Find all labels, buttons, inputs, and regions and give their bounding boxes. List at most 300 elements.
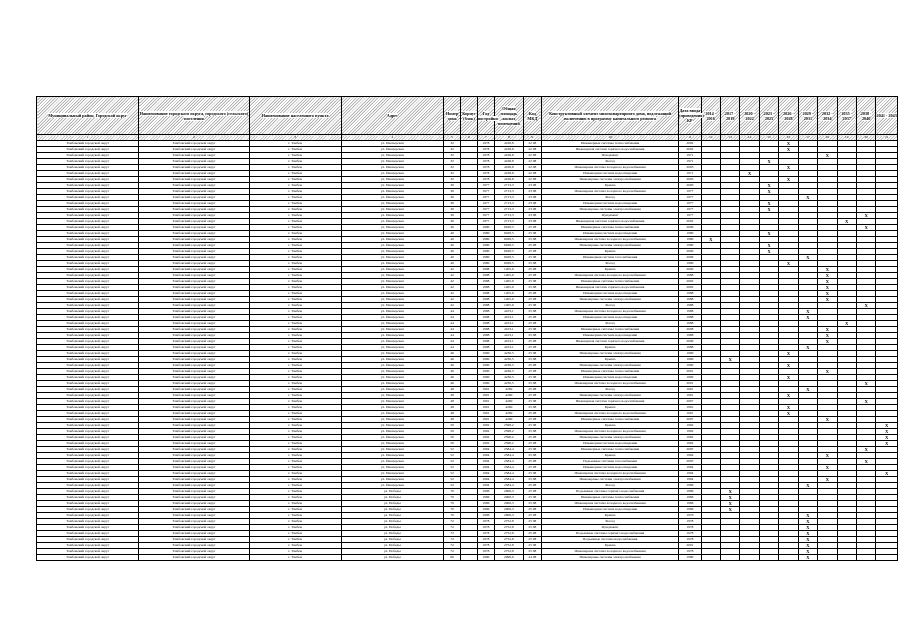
repair-date-cell: 1988 [679,345,701,351]
settlement-cell: Тамбовский городской округ [139,537,249,543]
element-cell: Инженерные системы электроснабжения [542,393,679,399]
repair-date-cell: 1976 [679,513,701,519]
district-cell: Тамбовский городской округ [37,231,139,237]
district-cell: Тамбовский городской округ [37,435,139,441]
settlement-cell: Тамбовский городской округ [139,159,249,165]
element-cell: Инженерная система холодного водоснабжения [542,429,679,435]
period-mark-cell: Х [759,231,778,237]
column-number: 8 [495,135,524,141]
district-cell: Тамбовский городской округ [37,483,139,489]
mkd-code-cell: 25 08 [523,447,541,453]
locality-cell: г. Тамбов [249,327,341,333]
district-cell: Тамбовский городской округ [37,333,139,339]
repair-date-cell: 1994 [679,465,701,471]
build-year-cell: 1994 [477,453,494,459]
column-header [740,97,759,135]
district-cell: Тамбовский городской округ [37,147,139,153]
element-cell: Инженерная система холодного водоснабжения [542,237,679,243]
district-cell: Тамбовский городской округ [37,339,139,345]
locality-cell: г. Тамбов [249,387,341,393]
locality-cell: г. Тамбов [249,381,341,387]
district-cell: Тамбовский городской округ [37,237,139,243]
column-header-label: 2023 - 2025 [763,110,775,121]
district-cell: Тамбовский городской округ [37,417,139,423]
address-cell: ул. Победы [341,531,443,537]
element-cell: Инженерные системы теплоснабжения [542,225,679,231]
build-year-cell: 1988 [477,315,494,321]
settlement-cell: Тамбовский городской округ [139,387,249,393]
area-cell: 2584,4 [495,459,524,465]
address-cell: ул. Победы [341,537,443,543]
locality-cell: г. Тамбов [249,543,341,549]
area-cell: 4168,8 [495,171,524,177]
repair-date-cell: 1978 [679,531,701,537]
settlement-cell: Тамбовский городской округ [139,555,249,561]
element-cell: Фундамент [542,213,679,219]
area-cell: 1405,9 [495,279,524,285]
address-cell: ул. Пионерская [341,171,443,177]
repair-date-cell: 1971 [679,171,701,177]
build-year-cell: 1980 [477,249,494,255]
house-number-cell: 80 [443,555,460,561]
column-header-label: Конструктивный элемент многоквартирного дома, подлежащий включению в программу капитального ремонта [549,110,672,121]
column-header-label: Наименование городского округа, городского (сельского) поселения [139,110,249,121]
house-number-cell: 32 [443,153,460,159]
address-cell: ул. Пионерская [341,159,443,165]
house-number-cell: 44 [443,309,460,315]
mkd-code-cell: 25 08 [523,285,541,291]
repair-date-cell: 1988 [679,321,701,327]
column-number: 19 [837,135,856,141]
address-cell: ул. Пионерская [341,387,443,393]
period-mark-cell: Х [759,189,778,195]
period-mark-cell: Х [798,549,817,555]
build-year-cell: 1988 [477,345,494,351]
house-number-cell: 42 [443,291,460,297]
repair-date-cell: 1978 [679,519,701,525]
house-number-cell: 32 [443,159,460,165]
settlement-cell: Тамбовский городской округ [139,171,249,177]
repair-date-cell: 2005 [679,447,701,453]
district-cell: Тамбовский городской округ [37,291,139,297]
period-mark-cell: Х [798,537,817,543]
build-year-cell: 1988 [477,273,494,279]
build-year-cell: 1978 [477,543,494,549]
build-year-cell: 1988 [477,279,494,285]
period-mark-cell: Х [818,153,837,159]
mkd-code-cell: 25 08 [523,507,541,513]
repair-date-cell: 1980 [679,261,701,267]
build-year-cell: 1992 [477,441,494,447]
locality-cell: г. Тамбов [249,267,341,273]
element-cell: Инженерные системы теплоснабжения [542,447,679,453]
build-year-cell: 1986 [477,513,494,519]
period-mark-cell: Х [818,285,837,291]
house-number-cell: 72 [443,537,460,543]
address-cell: ул. Пионерская [341,285,443,291]
element-cell: Инженерная система холодного водоснабжения [542,165,679,171]
element-cell: Фасад [542,195,679,201]
area-cell: 2906,3 [495,513,524,519]
mkd-code-cell: 25 08 [523,525,541,531]
period-mark-cell: Х [779,177,798,183]
repair-date-cell: 1980 [679,555,701,561]
build-year-cell: 1994 [477,477,494,483]
district-cell: Тамбовский городской округ [37,549,139,555]
mkd-code-cell: 22 08 [523,171,541,177]
house-number-cell: 72 [443,549,460,555]
period-mark-cell: Х [798,543,817,549]
settlement-cell: Тамбовский городской округ [139,411,249,417]
district-cell: Тамбовский городской округ [37,501,139,507]
repair-date-cell: 1977 [679,213,701,219]
address-cell: ул. Пионерская [341,267,443,273]
build-year-cell: 1988 [477,327,494,333]
area-cell: 2598,2 [495,441,524,447]
area-cell: 2752,8 [495,525,524,531]
column-header [37,97,139,135]
area-cell: 6028,5 [495,255,524,261]
build-year-cell: 1977 [477,201,494,207]
address-cell: ул. Пионерская [341,375,443,381]
district-cell: Тамбовский городской округ [37,447,139,453]
repair-date-cell: 1977 [679,207,701,213]
element-cell: Фасад [542,387,679,393]
address-cell: ул. Пионерская [341,339,443,345]
settlement-cell: Тамбовский городской округ [139,147,249,153]
area-cell: 2752,8 [495,549,524,555]
period-mark-cell: Х [818,339,837,345]
mkd-code-cell: 25 08 [523,315,541,321]
district-cell: Тамбовский городской округ [37,387,139,393]
repair-date-cell: 2003 [679,165,701,171]
address-cell: ул. Пионерская [341,357,443,363]
build-year-cell: 1978 [477,531,494,537]
column-number: 10 [542,135,679,141]
period-mark-cell: Х [779,165,798,171]
repair-date-cell: 1980 [679,237,701,243]
settlement-cell: Тамбовский городской округ [139,513,249,519]
address-cell: ул. Победы [341,519,443,525]
build-year-cell: 1978 [477,525,494,531]
build-year-cell: 1977 [477,189,494,195]
area-cell: 2584,4 [495,453,524,459]
locality-cell: г. Тамбов [249,447,341,453]
repair-date-cell: 2000 [679,249,701,255]
column-header-label: 2032 - 2034 [821,110,833,121]
settlement-cell: Тамбовский городской округ [139,195,249,201]
locality-cell: г. Тамбов [249,201,341,207]
period-mark-cell: Х [701,237,720,243]
address-cell: ул. Пионерская [341,237,443,243]
settlement-cell: Тамбовский городской округ [139,369,249,375]
build-year-cell: 1978 [477,171,494,177]
repair-date-cell: 2001 [679,381,701,387]
area-cell: 1405,9 [495,285,524,291]
column-header [720,97,739,135]
address-cell: ул. Пионерская [341,279,443,285]
column-header [495,97,524,135]
settlement-cell: Тамбовский городской округ [139,183,249,189]
element-cell: Фасад [542,483,679,489]
locality-cell: г. Тамбов [249,177,341,183]
element-cell: Инженерная система водоотведения [542,315,679,321]
mkd-code-cell: 25 08 [523,429,541,435]
settlement-cell: Тамбовский городской округ [139,249,249,255]
element-cell: Инженерная система холодного водоснабжения [542,501,679,507]
area-cell: 2598,2 [495,429,524,435]
repair-date-cell: 2006 [679,255,701,261]
locality-cell: г. Тамбов [249,231,341,237]
house-number-cell: 44 [443,315,460,321]
build-year-cell: 1991 [477,387,494,393]
period-cell [740,555,759,561]
locality-cell: г. Тамбов [249,165,341,171]
district-cell: Тамбовский городской округ [37,213,139,219]
period-mark-cell: Х [779,351,798,357]
house-number-cell: 50 [443,441,460,447]
repair-date-cell: 2007 [679,417,701,423]
element-cell: Инженерная система горячего водоснабжения [542,339,679,345]
locality-cell: г. Тамбов [249,147,341,153]
column-header [249,97,341,135]
column-header-label: 2041 - 2043 [876,113,897,118]
settlement-cell: Тамбовский городской округ [139,321,249,327]
settlement-cell: Тамбовский городской округ [139,279,249,285]
address-cell: ул. Победы [341,549,443,555]
mkd-code-cell: 24 08 [523,555,541,561]
district-cell: Тамбовский городской округ [37,279,139,285]
house-number-cell: 32 [443,165,460,171]
build-year-cell: 1980 [477,555,494,561]
repair-date-cell: 1986 [679,501,701,507]
repair-date-cell: 2006 [679,339,701,345]
district-cell: Тамбовский городской округ [37,345,139,351]
element-cell: Инженерная система горячего водоснабжения [542,219,679,225]
repair-date-cell: 2002 [679,147,701,153]
repair-date-cell: 1986 [679,483,701,489]
house-number-cell: 44 [443,339,460,345]
building-block-cell [461,555,477,561]
element-cell: Инженерные системы теплоснабжения [542,279,679,285]
element-cell: Фасад [542,303,679,309]
house-number-cell: 50 [443,435,460,441]
mkd-code-cell: 25 08 [523,549,541,555]
locality-cell: г. Тамбов [249,291,341,297]
build-year-cell: 1978 [477,159,494,165]
column-number: 14 [740,135,759,141]
mkd-code-cell: 25 08 [523,435,541,441]
repair-date-cell: 1988 [679,309,701,315]
settlement-cell: Тамбовский городской округ [139,261,249,267]
repair-date-cell: 1988 [679,333,701,339]
column-number: 21 [876,135,898,141]
mkd-code-cell: 23 08 [523,219,541,225]
period-mark-cell: Х [856,213,875,219]
district-cell: Тамбовский городской округ [37,459,139,465]
element-cell: Фасад [542,321,679,327]
locality-cell: г. Тамбов [249,213,341,219]
period-mark-cell: Х [720,495,739,501]
period-mark-cell: Х [759,207,778,213]
settlement-cell: Тамбовский городской округ [139,243,249,249]
area-cell: 4236,5 [495,363,524,369]
settlement-cell: Тамбовский городской округ [139,441,249,447]
house-number-cell: 72 [443,519,460,525]
area-cell: 1405,9 [495,267,524,273]
locality-cell: г. Тамбов [249,519,341,525]
locality-cell: г. Тамбов [249,399,341,405]
house-number-cell: 36 [443,183,460,189]
column-number: 4 [341,135,443,141]
settlement-cell: Тамбовский городской округ [139,285,249,291]
element-cell: Инженерные системы электроснабжения [542,207,679,213]
house-number-cell: 42 [443,279,460,285]
period-mark-cell: Х [876,423,898,429]
repair-date-cell: 1988 [679,273,701,279]
capital-repair-table [36,96,898,561]
period-mark-cell: Х [876,441,898,447]
district-cell: Тамбовский городской округ [37,207,139,213]
column-header [837,97,856,135]
column-header-label: Корпус (блок) [462,110,476,121]
build-year-cell: 1978 [477,519,494,525]
district-cell: Тамбовский городской округ [37,531,139,537]
mkd-code-cell: 22 08 [523,165,541,171]
element-cell: Фасад [542,261,679,267]
house-number-cell: 48 [443,411,460,417]
repair-date-cell: 1992 [679,441,701,447]
mkd-code-cell: 25 08 [523,243,541,249]
address-cell: ул. Пионерская [341,315,443,321]
repair-date-cell: 1971 [679,159,701,165]
locality-cell: г. Тамбов [249,495,341,501]
period-mark-cell: Х [720,507,739,513]
area-cell: 2752,8 [495,519,524,525]
house-number-cell: 46 [443,351,460,357]
settlement-cell: Тамбовский городской округ [139,213,249,219]
district-cell: Тамбовский городской округ [37,369,139,375]
column-header [679,97,704,135]
area-cell: 4260 [495,387,524,393]
mkd-code-cell: 25 08 [523,309,541,315]
mkd-code-cell: 25 08 [523,267,541,273]
locality-cell: г. Тамбов [249,195,341,201]
period-mark-cell: Х [798,255,817,261]
build-year-cell: 1990 [477,351,494,357]
repair-date-cell: 2003 [679,177,701,183]
column-header-label: Общая площадь жилых помещений [497,105,520,126]
district-cell: Тамбовский городской округ [37,183,139,189]
district-cell: Тамбовский городской округ [37,249,139,255]
address-cell: ул. Пионерская [341,273,443,279]
build-year-cell: 1990 [477,363,494,369]
repair-date-cell: 1978 [679,537,701,543]
locality-cell: г. Тамбов [249,507,341,513]
column-header [779,97,798,135]
period-mark-cell: Х [779,147,798,153]
house-number-cell: 48 [443,405,460,411]
settlement-cell: Тамбовский городской округ [139,189,249,195]
settlement-cell: Тамбовский городской округ [139,351,249,357]
settlement-cell: Тамбовский городской округ [139,393,249,399]
repair-date-cell: 1990 [679,375,701,381]
house-number-cell: 52 [443,453,460,459]
element-cell: Инженерная система холодного водоснабжения [542,273,679,279]
repair-date-cell: 1977 [679,195,701,201]
house-number-cell: 52 [443,447,460,453]
settlement-cell: Тамбовский городской округ [139,297,249,303]
locality-cell: г. Тамбов [249,375,341,381]
period-mark-cell: Х [856,381,875,387]
mkd-code-cell: 25 08 [523,453,541,459]
district-cell: Тамбовский городской округ [37,267,139,273]
period-mark-cell: Х [818,273,837,279]
settlement-cell: Тамбовский городской округ [139,219,249,225]
settlement-cell: Тамбовский городской округ [139,549,249,555]
settlement-cell: Тамбовский городской округ [139,303,249,309]
mkd-code-cell: 25 08 [523,519,541,525]
mkd-code-cell: 25 08 [523,279,541,285]
district-cell: Тамбовский городской округ [37,465,139,471]
address-cell: ул. Пионерская [341,165,443,171]
address-cell: ул. Пионерская [341,417,443,423]
address-cell: ул. Победы [341,543,443,549]
settlement-cell: Тамбовский городской округ [139,141,249,147]
house-number-cell: 46 [443,375,460,381]
settlement-cell: Тамбовский городской округ [139,165,249,171]
address-cell: ул. Победы [341,513,443,519]
mkd-code-cell: 25 08 [523,411,541,417]
house-number-cell: 72 [443,543,460,549]
period-mark-cell: Х [720,357,739,363]
repair-date-cell: 2005 [679,459,701,465]
column-number: 9 [523,135,541,141]
address-cell: ул. Пионерская [341,477,443,483]
period-cell [818,555,837,561]
element-cell: Инженерные системы теплоснабжения [542,327,679,333]
mkd-code-cell: 23 08 [523,189,541,195]
settlement-cell: Тамбовский городской округ [139,435,249,441]
build-year-cell: 1992 [477,429,494,435]
locality-cell: г. Тамбов [249,441,341,447]
area-cell: 2713,3 [495,213,524,219]
period-mark-cell: Х [759,201,778,207]
mkd-code-cell: 25 08 [523,255,541,261]
mkd-code-cell: 23 08 [523,213,541,219]
settlement-cell: Тамбовский городской округ [139,339,249,345]
repair-date-cell: 2002 [679,279,701,285]
mkd-code-cell: 25 08 [523,363,541,369]
element-cell: Подъемные системы газоснабжения [542,459,679,465]
build-year-cell: 1977 [477,195,494,201]
mkd-code-cell: 22 08 [523,153,541,159]
house-number-cell: 46 [443,357,460,363]
area-cell: 2713,3 [495,201,524,207]
mkd-code-cell: 25 08 [523,465,541,471]
mkd-code-cell: 25 08 [523,351,541,357]
column-header [523,97,541,135]
column-number: 12 [701,135,720,141]
mkd-code-cell: 25 08 [523,471,541,477]
district-cell: Тамбовский городской округ [37,159,139,165]
table-row [37,555,898,561]
settlement-cell: Тамбовский городской округ [139,399,249,405]
mkd-code-cell: 25 08 [523,405,541,411]
period-mark-cell: Х [818,417,837,423]
house-number-cell: 40 [443,243,460,249]
house-number-cell: 46 [443,363,460,369]
